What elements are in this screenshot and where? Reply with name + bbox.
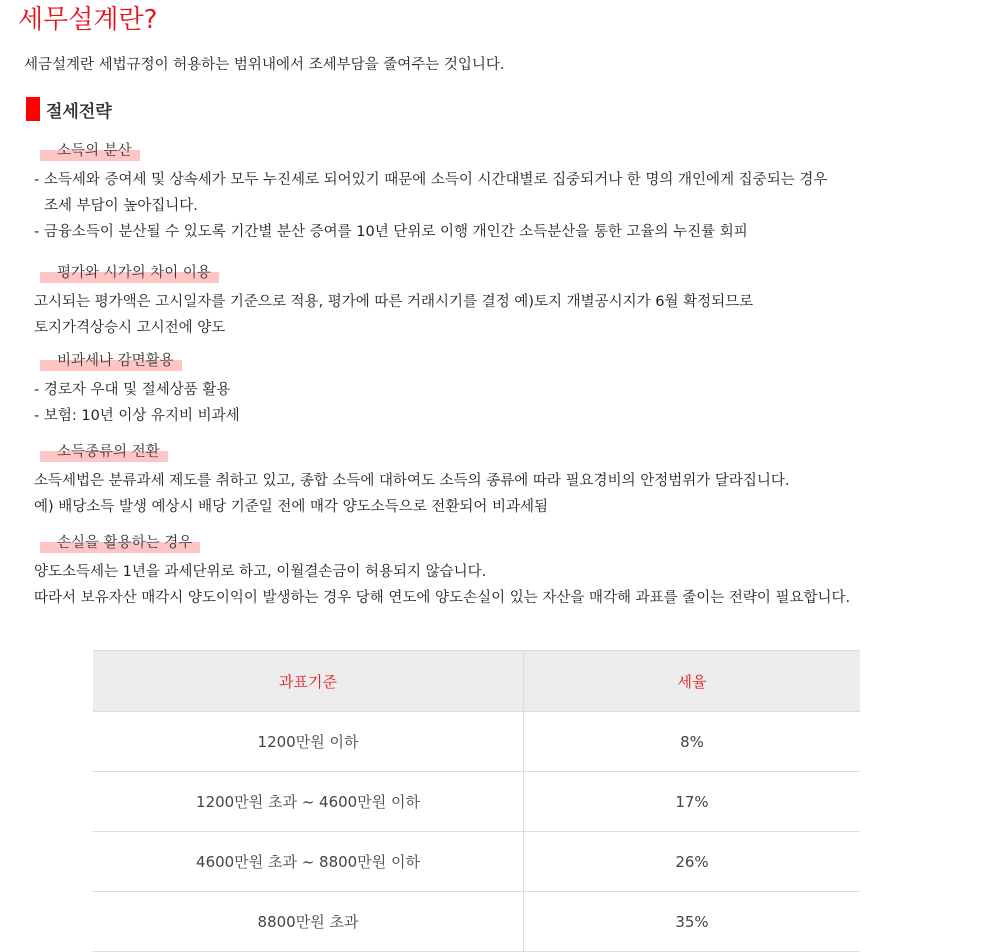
header-tax-rate: 세율 — [524, 651, 861, 712]
section-valuation-difference — [34, 262, 974, 341]
section-title-text: 평가와 시가의 차이 이용 — [57, 265, 211, 281]
section-income-distribution — [34, 140, 974, 245]
section-line: 예) 배당소득 발생 예상시 배당 기준일 전에 매각 양도소득으로 전환되어 비과세됨 — [34, 499, 548, 515]
section-loss-utilization — [34, 532, 974, 611]
section-tax-exemption — [34, 350, 974, 429]
table-row — [93, 892, 860, 952]
section-line: - 금융소득이 분산될 수 있도록 기간별 분산 증여를 10년 단위로 이행 개인간 소득분산을 통한 고율의 누진률 회피 — [34, 224, 748, 240]
section-title — [40, 263, 219, 283]
section-line: 토지가격상승시 고시전에 양도 — [34, 320, 226, 336]
tax-rate-cell: 17% — [524, 772, 861, 832]
table-header-row — [93, 651, 860, 712]
tax-rate-cell: 8% — [524, 712, 861, 772]
section-title — [40, 141, 140, 161]
table-row — [93, 772, 860, 832]
red-bar-marker — [26, 97, 40, 121]
section-title — [40, 442, 168, 462]
strategy-title: 절세전략 — [46, 101, 112, 122]
table-row — [93, 832, 860, 892]
tax-base-cell: 1200만원 초과 ~ 4600만원 이하 — [93, 772, 524, 832]
section-line: - 보험: 10년 이상 유지비 비과세 — [34, 408, 240, 424]
section-line: 고시되는 평가액은 고시일자를 기준으로 적용, 평가에 따른 거래시기를 결정 예)토지 개별공시지가 6월 확정되므로 — [34, 294, 754, 310]
tax-base-cell: 4600만원 초과 ~ 8800만원 이하 — [93, 832, 524, 892]
table-row — [93, 712, 860, 772]
section-title-text: 소득의 분산 — [57, 143, 132, 159]
tax-rate-cell: 26% — [524, 832, 861, 892]
section-line: - 소득세와 증여세 및 상속세가 모두 누진세로 되어있기 때문에 소득이 시간대별로 집중되거나 한 명의 개인에게 집중되는 경우 — [34, 172, 828, 188]
tax-base-cell: 1200만원 이하 — [93, 712, 524, 772]
intro-text: 세금설계란 세법규정이 허용하는 범위내에서 조세부담을 줄여주는 것입니다. — [24, 57, 505, 73]
tax-rate-table — [93, 650, 860, 952]
section-title — [40, 533, 200, 553]
tax-rate-cell: 35% — [524, 892, 861, 952]
section-income-type-conversion — [34, 441, 974, 520]
section-line: 양도소득세는 1년을 과세단위로 하고, 이월결손금이 허용되지 않습니다. — [34, 564, 487, 580]
section-line: 조세 부담이 높아집니다. — [44, 198, 198, 214]
header-tax-base: 과표기준 — [93, 651, 524, 712]
section-line: 따라서 보유자산 매각시 양도이익이 발생하는 경우 당해 연도에 양도손실이 있는 자산을 매각해 과표를 줄이는 전략이 필요합니다. — [34, 590, 851, 606]
section-title-text: 손실을 활용하는 경우 — [57, 535, 193, 551]
tax-base-cell: 8800만원 초과 — [93, 892, 524, 952]
section-title-text: 비과세나 감면활용 — [57, 353, 174, 369]
section-title-text: 소득종류의 전환 — [57, 444, 160, 460]
section-line: 소득세법은 분류과세 제도를 취하고 있고, 종합 소득에 대하여도 소득의 종류에 따라 필요경비의 안정범위가 달라집니다. — [34, 473, 790, 489]
page-title: 세무설계란? — [18, 5, 158, 35]
strategy-heading — [26, 96, 112, 122]
section-title — [40, 351, 182, 371]
section-line: - 경로자 우대 및 절세상품 활용 — [34, 382, 231, 398]
